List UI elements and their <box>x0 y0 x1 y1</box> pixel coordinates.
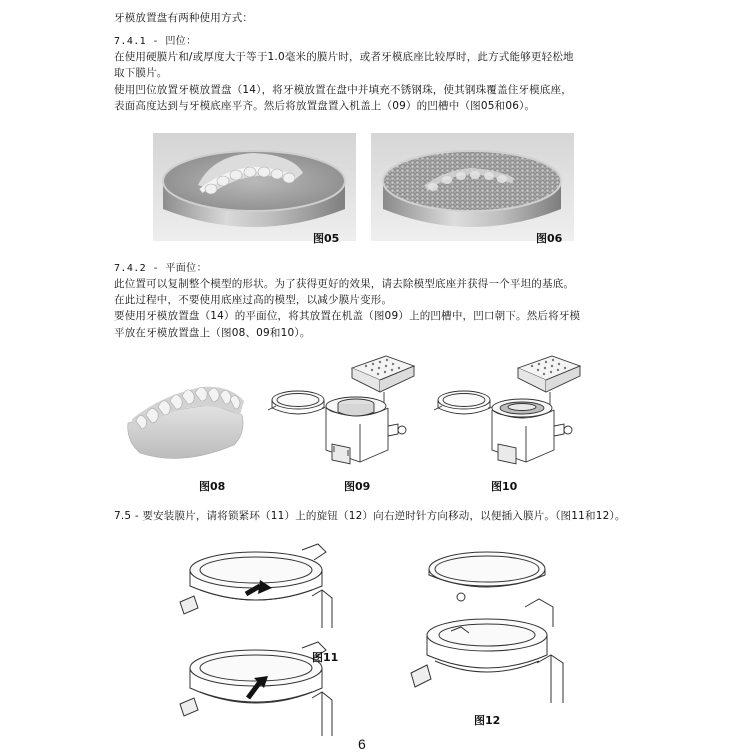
figure-06-photo <box>371 133 574 241</box>
figure-09-caption: 图09 <box>344 480 371 493</box>
intro-text: 牙模放置盘有两种使用方式： <box>114 12 254 24</box>
figure-11-drawing-top <box>176 540 336 630</box>
figure-12-drawing <box>405 543 580 703</box>
figure-11-caption: 图11 <box>312 651 339 664</box>
section-741-line4: 表面高度达到与牙模底座平齐。然后将放置盘置入机盖上（09）的凹槽中（图05和06）。 <box>114 100 536 112</box>
section-742-line1: 此位置可以复制整个模型的形状。为了获得更好的效果，请去除模型底座并获得一个平坦的基底。 <box>114 278 575 290</box>
section-742-line3: 要使用牙模放置盘（14）的平面位，将其放置在机盖（图09）上的凹槽中，凹口朝下。然后将牙模 <box>114 310 581 322</box>
figure-12-caption: 图12 <box>474 714 501 727</box>
section-741-line1: 在使用硬膜片和/或厚度大于等于1.0毫米的膜片时，或者牙模底座比较厚时，此方式能够更轻松地 <box>114 51 574 63</box>
figure-08-caption: 图08 <box>199 480 226 493</box>
section-741-line2: 取下膜片。 <box>114 67 168 79</box>
section-741-line3: 使用凹位放置牙模放置盘（14），将牙模放置在盘中并填充不锈钢珠，使其钢珠覆盖住牙模底座， <box>114 84 572 96</box>
section-742-line2: 在此过程中，不要使用底座过高的模型，以减少膜片变形。 <box>114 294 393 306</box>
figure-06-caption: 图06 <box>536 232 563 245</box>
figure-05-caption: 图05 <box>313 232 340 245</box>
figure-05-photo <box>153 133 356 241</box>
figure-08-photo <box>122 375 252 465</box>
figure-09-drawing <box>266 348 416 473</box>
page-number: 6 <box>358 736 366 752</box>
section-742-heading: 7.4.2 - 平面位： <box>114 263 207 274</box>
figure-10-caption: 图10 <box>491 480 518 493</box>
section-75-text: 7.5 - 要安装膜片，请将锁紧环（11）上的旋钮（12）向右逆时针方向移动，以便插入膜片。（图11和12）。 <box>114 510 626 522</box>
section-741-heading: 7.4.1 - 凹位： <box>114 36 197 47</box>
section-742-line4: 平放在牙模放置盘上（图08、09和10）。 <box>114 327 311 339</box>
figure-10-drawing <box>432 348 582 473</box>
